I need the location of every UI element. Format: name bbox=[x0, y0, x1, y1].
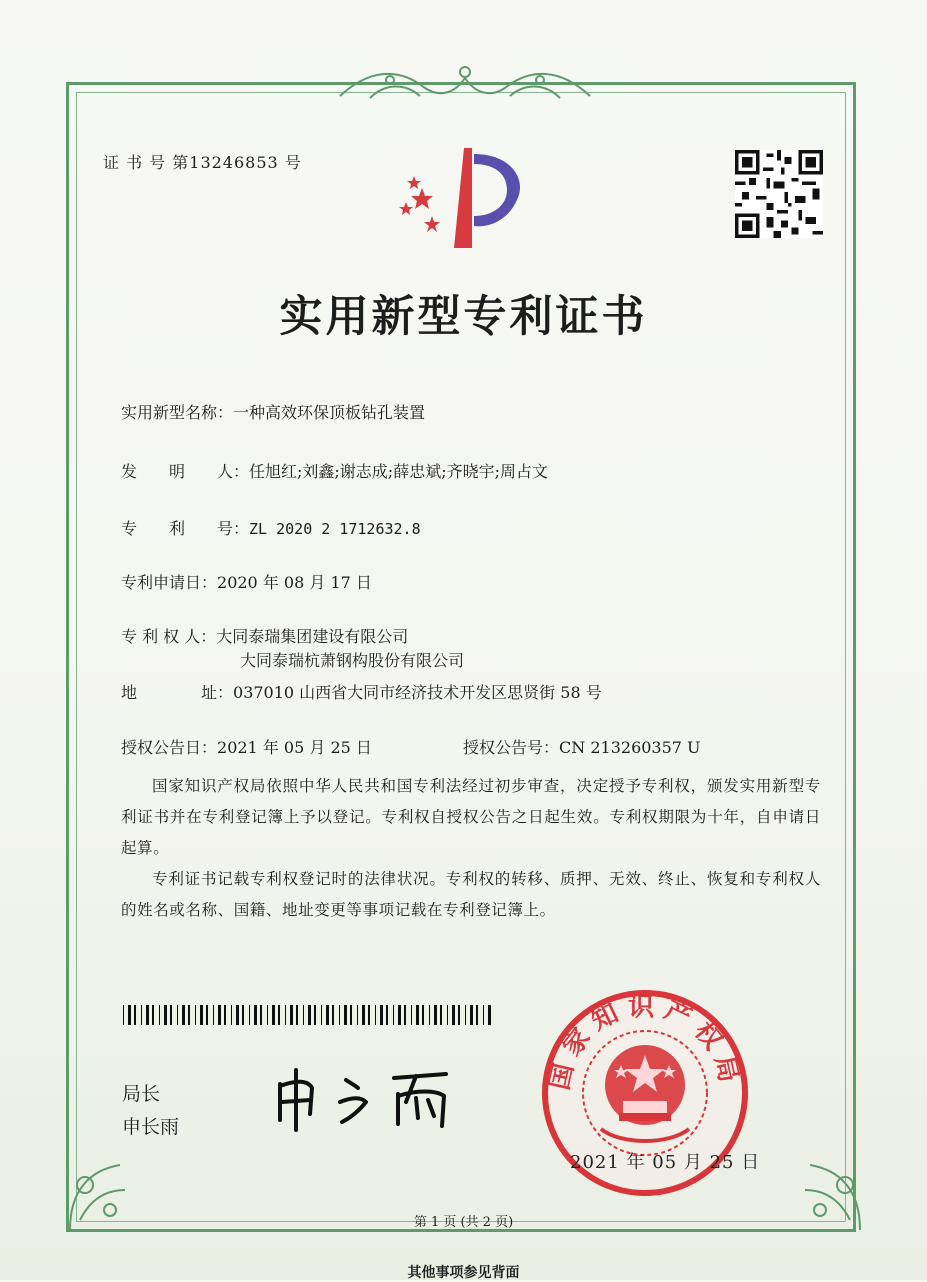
inventor-value: 任旭红;刘鑫;谢志成;薛忠斌;齐晓宇;周占文 bbox=[249, 462, 548, 481]
barcode-bar bbox=[440, 1005, 442, 1025]
barcode-bar bbox=[429, 1005, 430, 1025]
barcode-bar bbox=[350, 1005, 352, 1025]
barcode-bar bbox=[344, 1005, 347, 1025]
barcode-bar bbox=[404, 1005, 406, 1025]
barcode-bar bbox=[308, 1005, 311, 1025]
barcode-bar bbox=[393, 1005, 394, 1025]
barcode-bar bbox=[159, 1005, 160, 1025]
filing-date-row bbox=[121, 570, 372, 593]
barcode-bar bbox=[476, 1005, 478, 1025]
certificate-title: 实用新型专利证书 bbox=[279, 292, 648, 342]
barcode-bar bbox=[447, 1005, 448, 1025]
barcode-bar bbox=[368, 1005, 370, 1025]
barcode-bar bbox=[314, 1005, 316, 1025]
barcode-bar bbox=[213, 1005, 214, 1025]
top-ornament bbox=[330, 58, 600, 108]
barcode-bar bbox=[128, 1005, 131, 1025]
barcode-bar bbox=[332, 1005, 334, 1025]
filing-date-value: 2020 年 08 月 17 日 bbox=[217, 573, 372, 592]
certificate-number-value: 13246853 bbox=[189, 153, 279, 172]
barcode-bar bbox=[267, 1005, 268, 1025]
barcode-bar bbox=[452, 1005, 455, 1025]
seal-date: 2021 年 05 月 25 日 bbox=[570, 1152, 761, 1173]
signatory-name: 申长雨 bbox=[122, 1116, 180, 1138]
barcode-bar bbox=[386, 1005, 388, 1025]
barcode-bar bbox=[170, 1005, 172, 1025]
barcode-bar bbox=[416, 1005, 419, 1025]
address-value: 037010 山西省大同市经济技术开发区思贤街 58 号 bbox=[233, 683, 602, 702]
address-label: 地 址： bbox=[121, 683, 234, 702]
barcode-bar bbox=[182, 1005, 185, 1025]
barcode-bar bbox=[488, 1005, 491, 1025]
inventor-row bbox=[121, 459, 548, 482]
grant-number-label: 授权公告号： bbox=[463, 738, 560, 757]
barcode-bar bbox=[231, 1005, 232, 1025]
notice-paragraph-2: 专利证书记载专利权登记时的法律状况。专利权的转移、质押、无效、终止、恢复和专利权人的姓名或名称、国籍、地址变更等事项记载在专利登记簿上。 bbox=[121, 870, 821, 919]
barcode-bar bbox=[303, 1005, 304, 1025]
patent-number-label: 专 利 号： bbox=[121, 519, 250, 538]
qr-code-icon bbox=[735, 150, 823, 238]
barcode-bar bbox=[272, 1005, 275, 1025]
certificate-number-suffix: 号 bbox=[284, 153, 302, 172]
barcode-bar bbox=[375, 1005, 376, 1025]
barcode-bar bbox=[254, 1005, 257, 1025]
barcode-bar bbox=[236, 1005, 239, 1025]
certificate-number bbox=[103, 150, 302, 173]
barcode-bar bbox=[465, 1005, 466, 1025]
barcode-bar bbox=[422, 1005, 424, 1025]
barcode-bar bbox=[152, 1005, 154, 1025]
utility-model-name-value: 一种高效环保顶板钻孔装置 bbox=[233, 403, 426, 422]
barcode-bar bbox=[458, 1005, 460, 1025]
grant-date-value: 2021 年 05 月 25 日 bbox=[217, 738, 372, 757]
barcode-bar bbox=[296, 1005, 298, 1025]
barcode-icon bbox=[123, 1005, 495, 1025]
inventor-label: 发 明 人： bbox=[121, 462, 250, 481]
address-row bbox=[121, 680, 602, 703]
handwritten-signature bbox=[266, 1062, 466, 1132]
notice-paragraph-1: 国家知识产权局依照中华人民共和国专利法经过初步审查，决定授予专利权，颁发实用新型专利证书并在专利登记簿上予以登记。专利权自授权公告之日起生效。专利权期限为十年，自申请日起算。 bbox=[121, 777, 821, 857]
barcode-bar bbox=[224, 1005, 226, 1025]
barcode-bar bbox=[134, 1005, 136, 1025]
barcode-bar bbox=[326, 1005, 329, 1025]
barcode-bar bbox=[260, 1005, 262, 1025]
barcode-bar bbox=[434, 1005, 437, 1025]
footer-note: 其他事项参见背面 bbox=[407, 1265, 520, 1281]
grant-number-row bbox=[463, 735, 701, 758]
barcode-bar bbox=[357, 1005, 358, 1025]
barcode-bar bbox=[483, 1005, 484, 1025]
barcode-bar bbox=[164, 1005, 167, 1025]
signatory-title: 局长 bbox=[122, 1083, 161, 1105]
barcode-bar bbox=[470, 1005, 473, 1025]
filing-date-label: 专利申请日： bbox=[121, 573, 218, 592]
barcode-bar bbox=[285, 1005, 286, 1025]
barcode-bar bbox=[321, 1005, 322, 1025]
barcode-bar bbox=[249, 1005, 250, 1025]
svg-text:国家知识产权局: 国家知识产权局 bbox=[544, 992, 746, 1093]
certificate-number-label: 证 书 号 第 bbox=[103, 153, 190, 172]
grant-number-value: CN 213260357 U bbox=[559, 738, 701, 757]
barcode-bar bbox=[146, 1005, 149, 1025]
patent-number-row bbox=[121, 516, 421, 539]
barcode-bar bbox=[141, 1005, 142, 1025]
patentee-label: 专 利 权 人： bbox=[121, 627, 217, 646]
utility-model-name-row bbox=[121, 400, 425, 423]
barcode-bar bbox=[411, 1005, 412, 1025]
barcode-bar bbox=[380, 1005, 383, 1025]
barcode-bar bbox=[242, 1005, 244, 1025]
barcode-bar bbox=[290, 1005, 293, 1025]
barcode-bar bbox=[398, 1005, 401, 1025]
barcode-bar bbox=[177, 1005, 178, 1025]
barcode-bar bbox=[200, 1005, 203, 1025]
grant-date-row bbox=[121, 735, 372, 758]
barcode-bar bbox=[206, 1005, 208, 1025]
barcode-bar bbox=[218, 1005, 221, 1025]
barcode-bar bbox=[195, 1005, 196, 1025]
barcode-bar bbox=[339, 1005, 340, 1025]
utility-model-name-label: 实用新型名称： bbox=[121, 403, 234, 422]
patentee-row-2 bbox=[240, 648, 464, 671]
patentee-row bbox=[121, 624, 408, 647]
barcode-bar bbox=[362, 1005, 365, 1025]
barcode-bar bbox=[123, 1005, 124, 1025]
page-number: 第 1 页 (共 2 页) bbox=[413, 1215, 514, 1230]
patent-number-value: ZL 2020 2 1712632.8 bbox=[249, 520, 421, 538]
patentee-value-1: 大同泰瑞集团建设有限公司 bbox=[216, 627, 409, 646]
cnipa-logo-icon bbox=[392, 140, 532, 252]
grant-date-label: 授权公告日： bbox=[121, 738, 218, 757]
patentee-value-2: 大同泰瑞杭萧钢构股份有限公司 bbox=[240, 651, 465, 670]
barcode-bar bbox=[188, 1005, 190, 1025]
barcode-bar bbox=[278, 1005, 280, 1025]
